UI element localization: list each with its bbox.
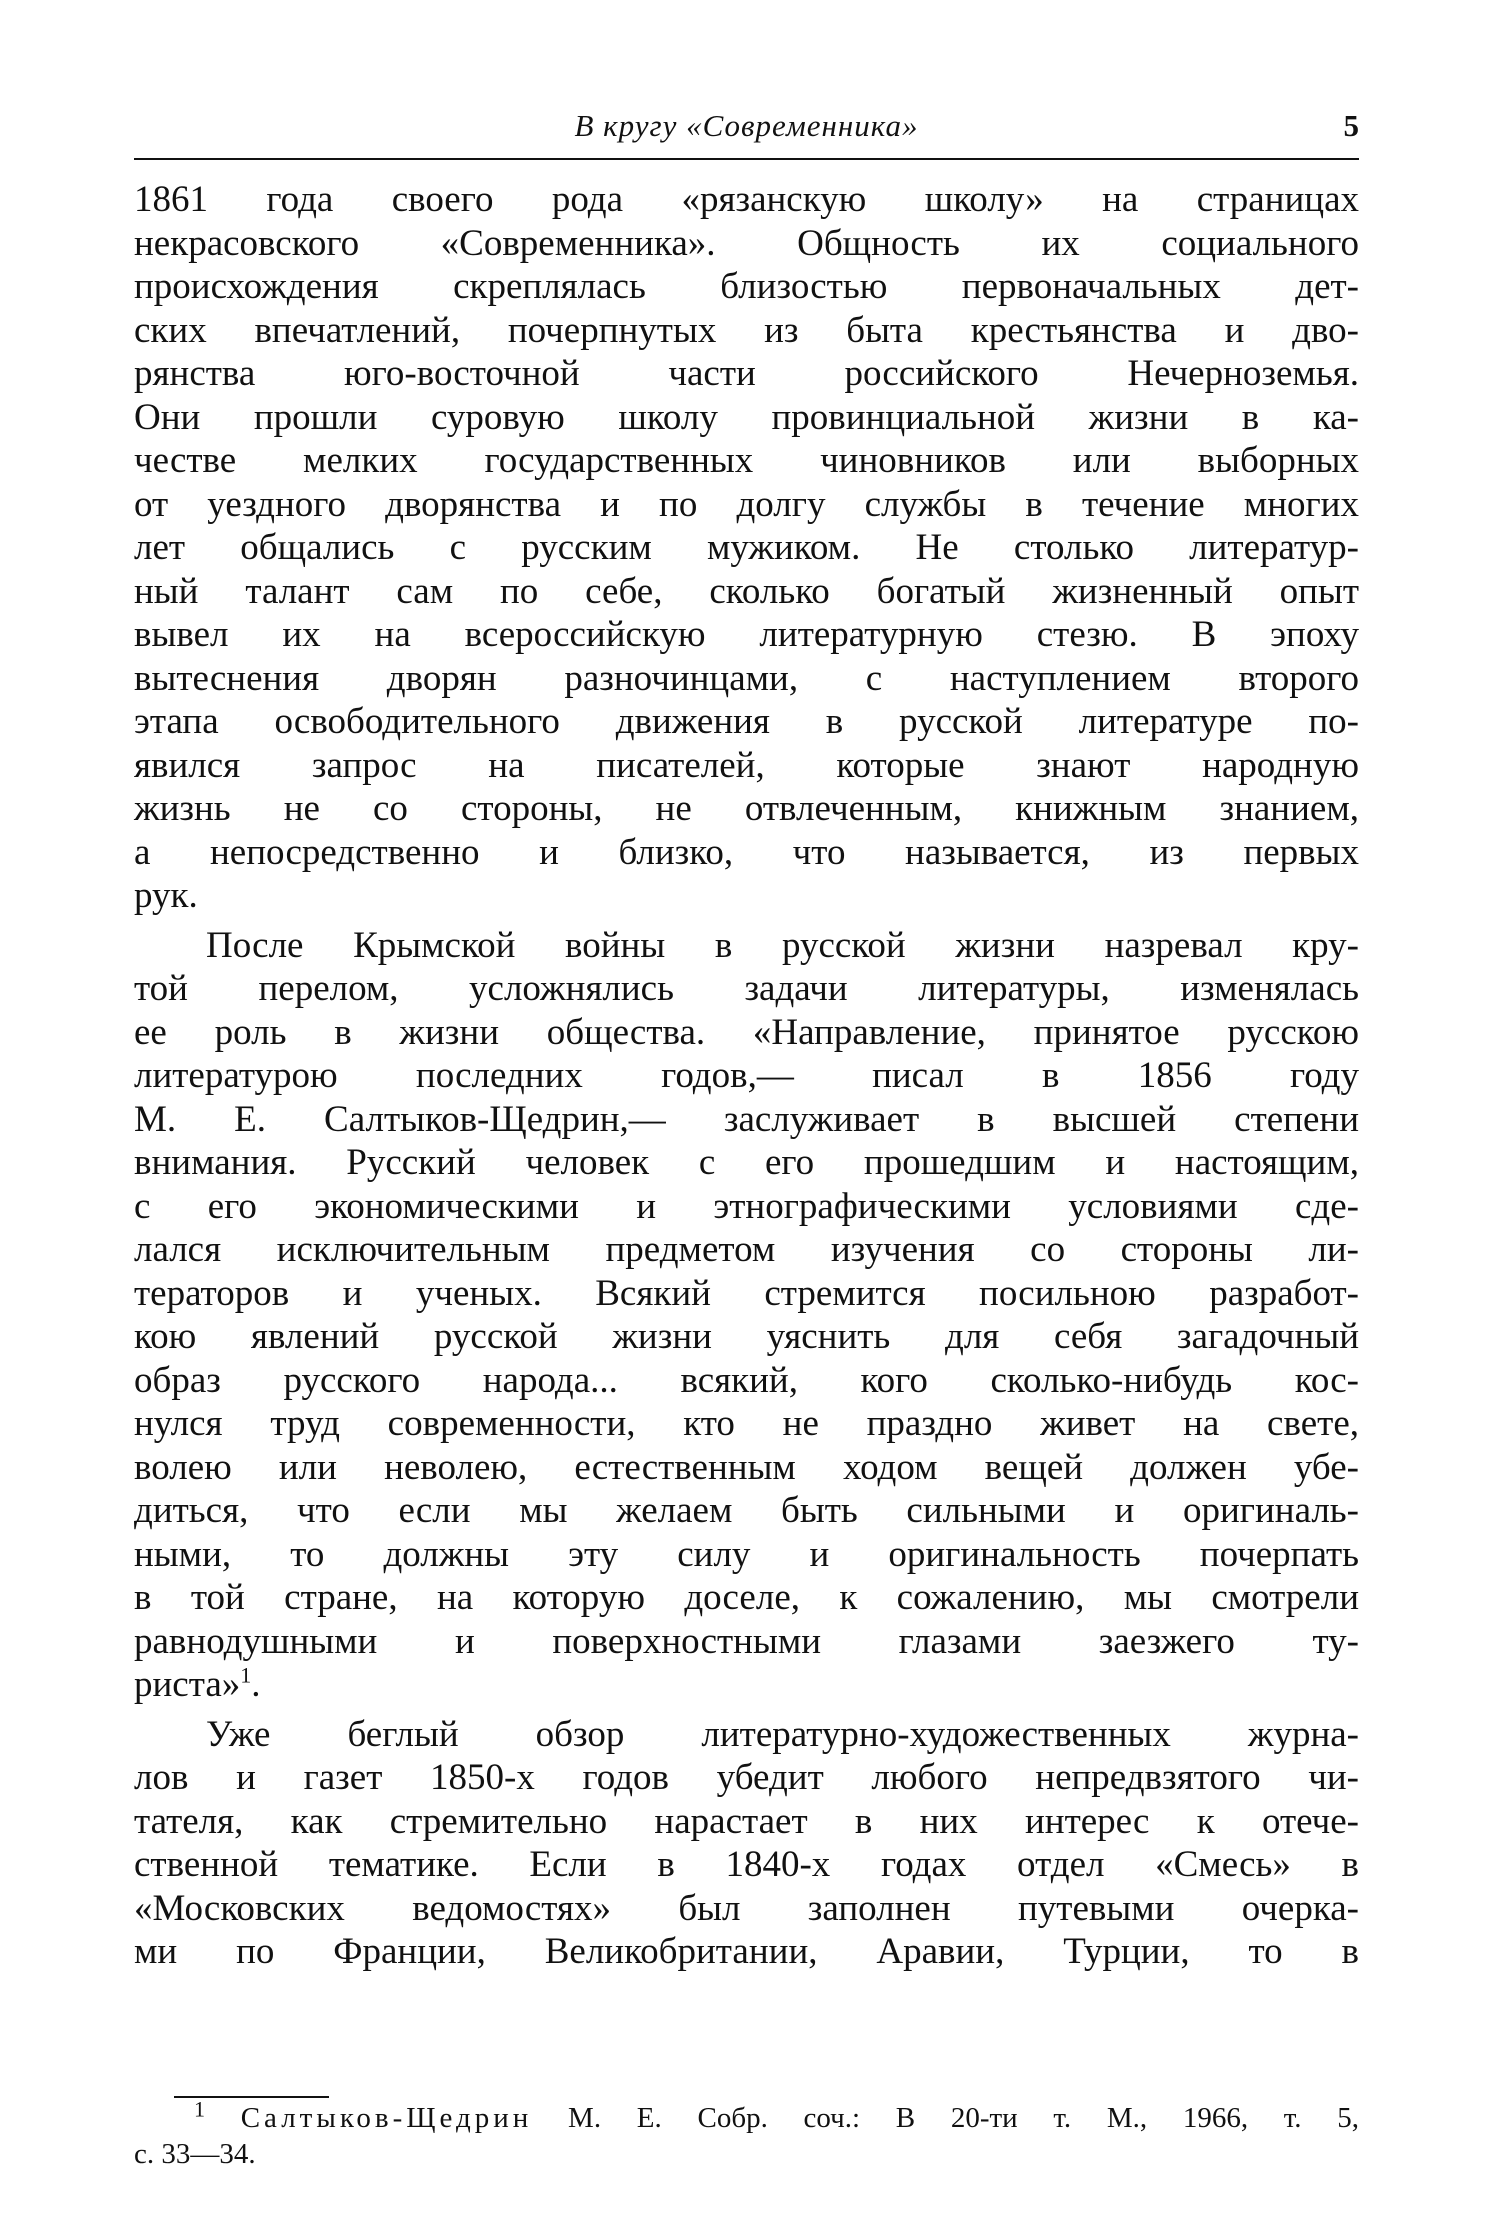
text-line: «Московских ведомостях» был заполнен путевыми очерка- — [134, 1887, 1359, 1929]
text-line: от уездного дворянства и по долгу службы в течение многих — [134, 483, 1359, 525]
paragraph-3 — [134, 1713, 1359, 1974]
page-number: 5 — [1343, 108, 1359, 143]
footnote-author: Салтыков-Щедрин — [240, 2102, 533, 2134]
footnote-marker: 1 — [194, 2096, 205, 2122]
paragraph-2 — [134, 924, 1359, 1707]
quote-end: риста» — [134, 1664, 241, 1705]
text-line: кою явлений русской жизни уяснить для себя загадочный — [134, 1316, 1359, 1357]
running-title: В кругу «Современника» — [574, 108, 919, 143]
text-line: в той стране, на которую доселе, к сожалению, мы смотрели — [134, 1577, 1359, 1618]
text-line: вывел их на всероссийскую литературную стезю. В эпоху — [134, 614, 1359, 655]
footnote-citation: М. Е. Собр. соч.: В 20-ти т. М., 1966, т. 5, — [568, 2102, 1360, 2134]
text-line: тераторов и ученых. Всякий стремится посильною разработ- — [134, 1272, 1359, 1314]
footnote-line — [134, 2096, 1360, 2136]
text-line: ских впечатлений, почерпнутых из быта крестьянства и дво- — [134, 309, 1359, 351]
footnote-line: с. 33—34. — [134, 2138, 256, 2170]
body-text — [134, 178, 1359, 1974]
text-line: нулся труд современности, кто не праздно живет на свете, — [134, 1403, 1359, 1444]
text-line: рянства юго-восточной части российского Нечерноземья. — [134, 353, 1359, 394]
text-line: явился запрос на писателей, которые знают народную — [134, 744, 1359, 786]
text-line: ее роль в жизни общества. «Направление, принятое русскою — [134, 1011, 1359, 1053]
footnotes — [134, 2096, 1360, 2172]
text-line: равнодушными и поверхностными глазами заезжего ту- — [134, 1620, 1359, 1662]
text-line: Они прошли суровую школу провинциальной жизни в ка- — [134, 396, 1359, 438]
text-line: жизнь не со стороны, не отвлеченным, книжным знанием, — [134, 788, 1359, 829]
text-line: происхождения скреплялась близостью первоначальных дет- — [134, 266, 1359, 307]
text-line: После Крымской войны в русской жизни назревал кру- — [206, 924, 1359, 966]
running-head — [134, 108, 1359, 158]
header-rule — [134, 158, 1359, 160]
text-line: лет общались с русским мужиком. Не столько литератур- — [134, 527, 1359, 568]
text-line: Уже беглый обзор литературно-художественных журна- — [206, 1713, 1359, 1755]
text-line — [134, 1663, 1359, 1707]
text-line: лался исключительным предметом изучения со стороны ли- — [134, 1229, 1359, 1270]
text-line: М. Е. Салтыков-Щедрин,— заслуживает в высшей степени — [134, 1098, 1359, 1140]
text-line: ми по Франции, Великобритании, Аравии, Турции, то в — [134, 1931, 1359, 1972]
text-line: честве мелких государственных чиновников или выборных — [134, 440, 1359, 481]
text-line: 1861 года своего рода «рязанскую школу» на страницах — [134, 179, 1359, 220]
sentence-end: . — [251, 1664, 261, 1705]
text-line: а непосредственно и близко, что называется, из первых — [134, 831, 1359, 873]
text-line: той перелом, усложнялись задачи литературы, изменялась — [134, 968, 1359, 1009]
text-line: этапа освободительного движения в русской литературе по- — [134, 701, 1359, 742]
text-line: тателя, как стремительно нарастает в них интерес к отече- — [134, 1800, 1359, 1842]
text-line: диться, что если мы желаем быть сильными и оригиналь- — [134, 1490, 1359, 1531]
text-line: ственной тематике. Если в 1840-х годах отдел «Смесь» в — [134, 1844, 1359, 1885]
text-line: внимания. Русский человек с его прошедшим и настоящим, — [134, 1142, 1359, 1183]
text-line: образ русского народа... всякий, кого сколько-нибудь кос- — [134, 1359, 1359, 1401]
text-line: лов и газет 1850-х годов убедит любого непредвзятого чи- — [134, 1757, 1359, 1798]
text-line: рук. — [134, 875, 198, 916]
text-line: ный талант сам по себе, сколько богатый жизненный опыт — [134, 570, 1359, 612]
text-line: некрасовского «Современника». Общность их социального — [134, 222, 1359, 264]
paragraph-1 — [134, 178, 1359, 918]
footnote-reference[interactable]: 1 — [240, 1662, 252, 1688]
text-line: волею или неволею, естественным ходом вещей должен убе- — [134, 1446, 1359, 1488]
text-line: вытеснения дворян разночинцами, с наступлением второго — [134, 657, 1359, 699]
text-line: с его экономическими и этнографическими условиями сде- — [134, 1185, 1359, 1227]
text-line: ными, то должны эту силу и оригинальность почерпать — [134, 1533, 1359, 1575]
text-line: литературою последних годов,— писал в 1856 году — [134, 1055, 1359, 1096]
